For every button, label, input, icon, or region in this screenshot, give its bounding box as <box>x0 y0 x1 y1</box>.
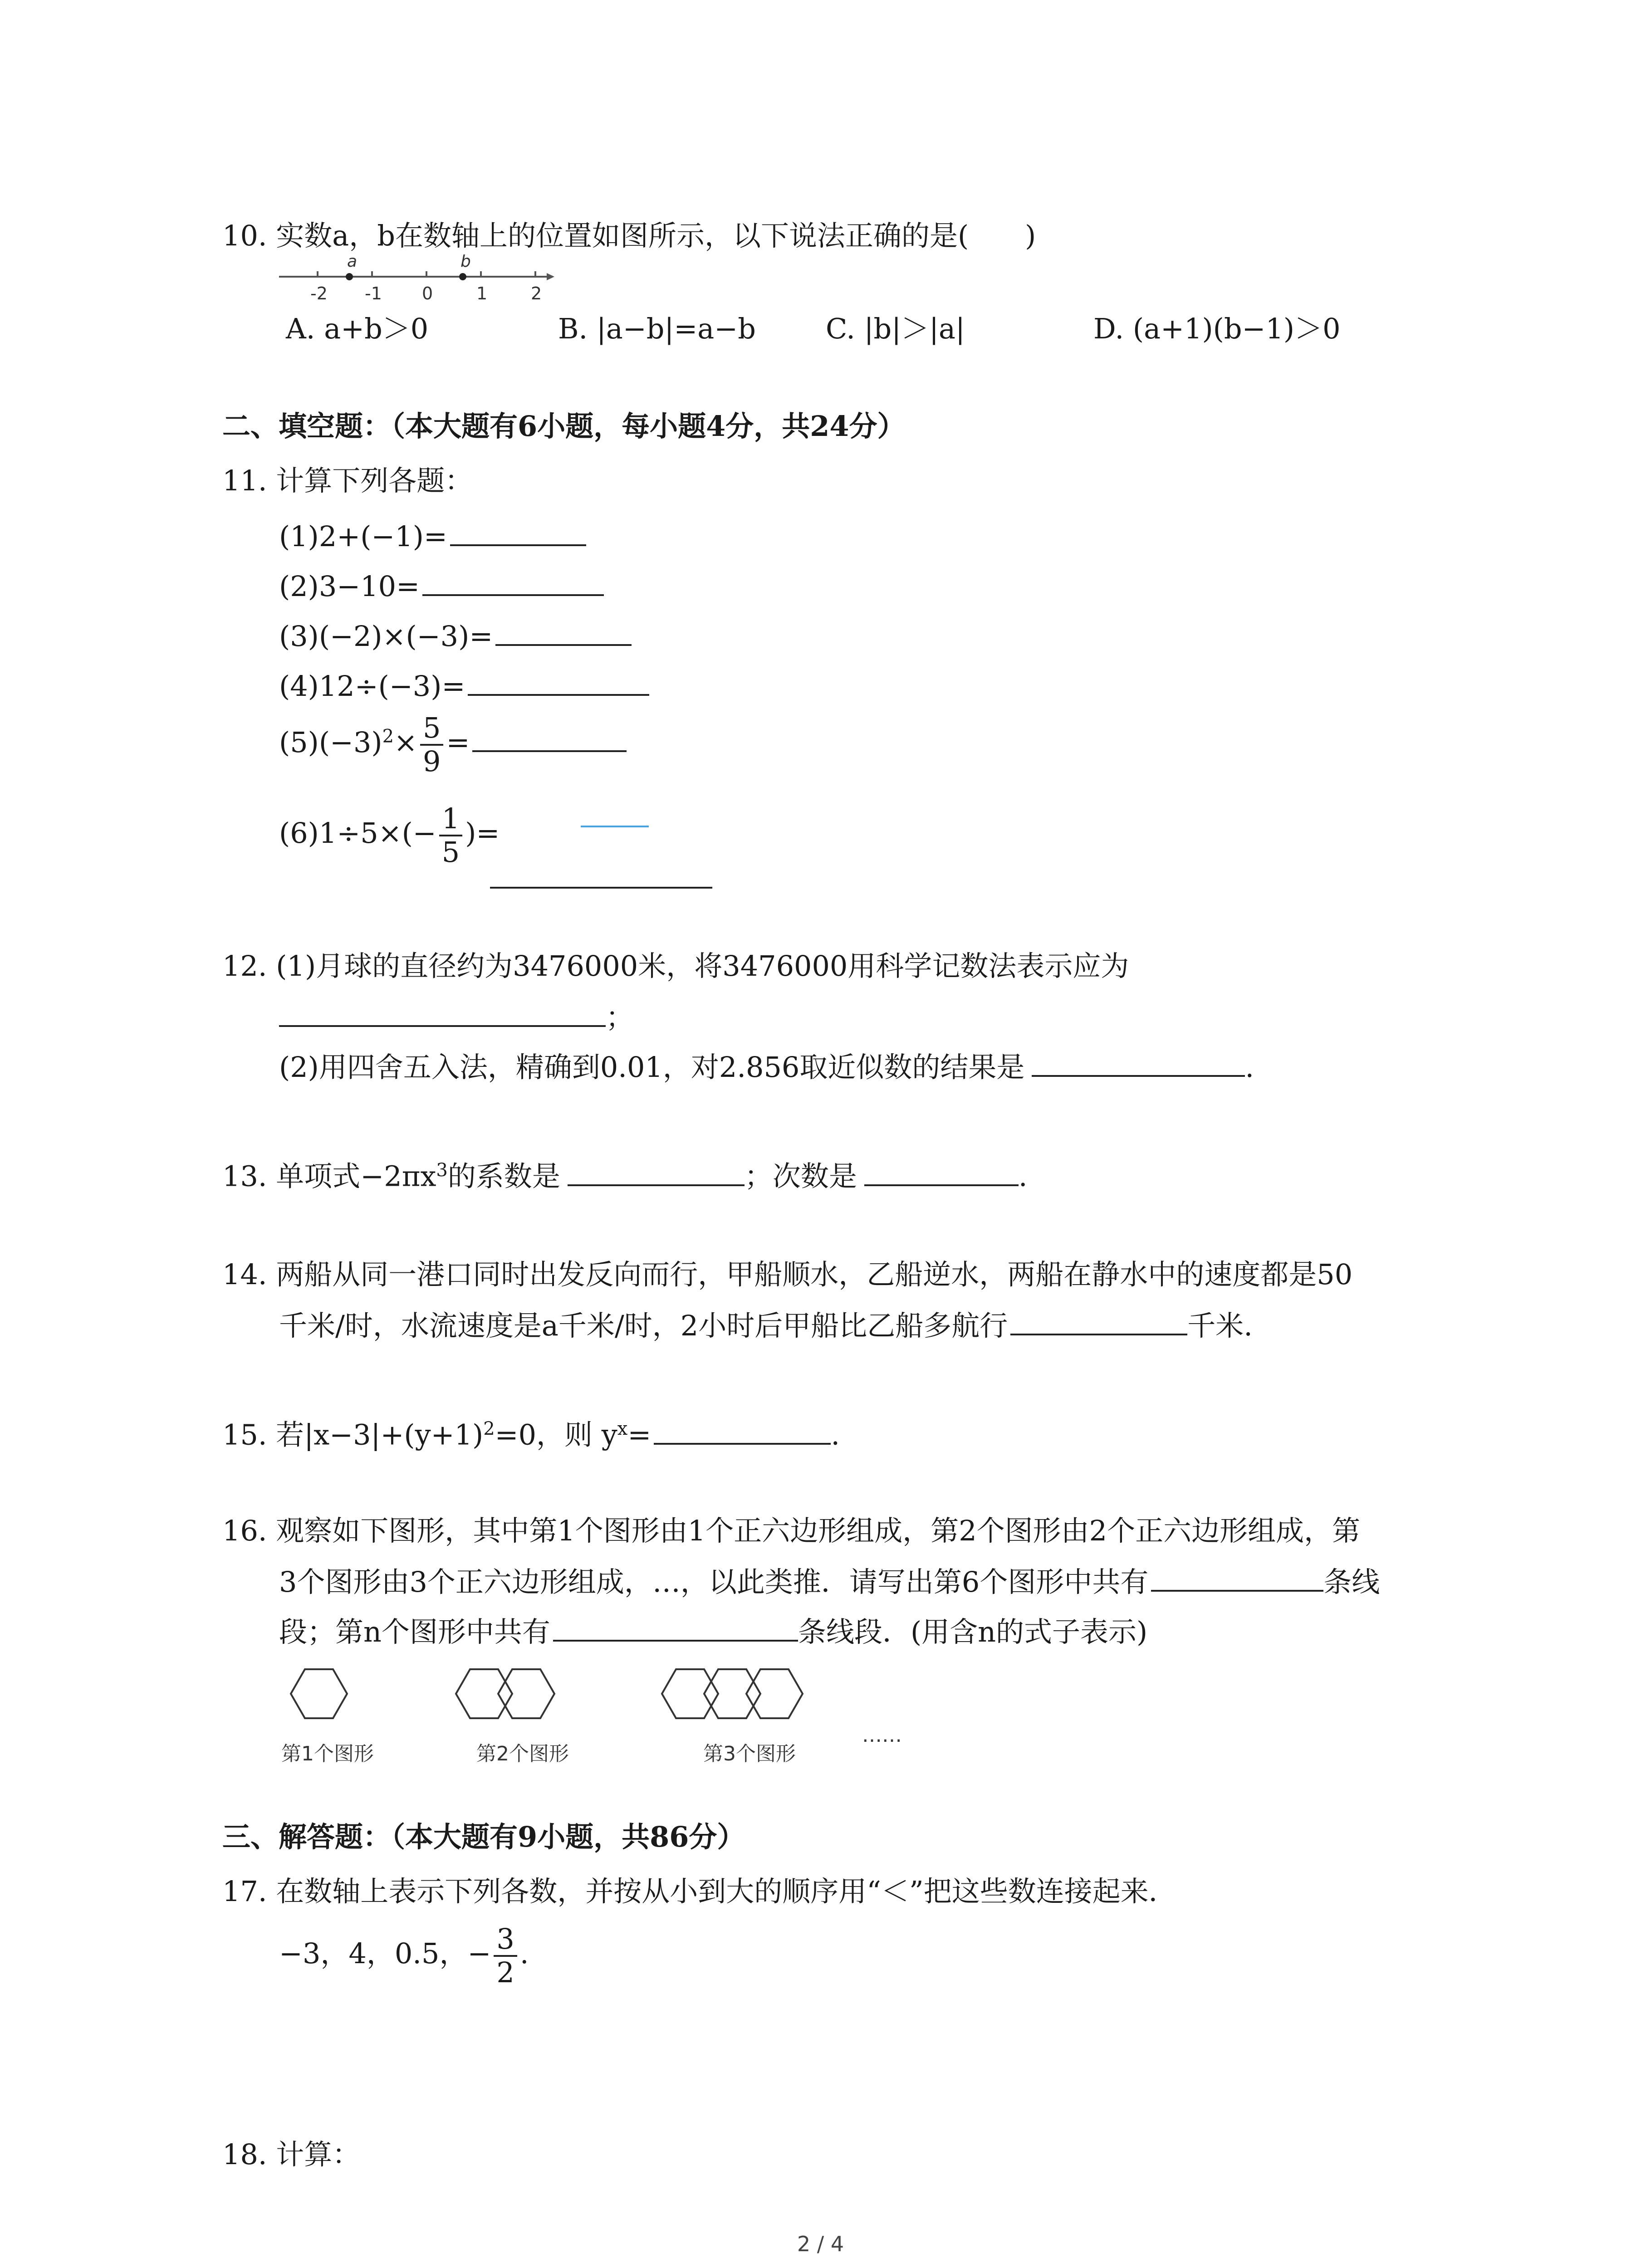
answer-blank[interactable] <box>553 1613 798 1642</box>
q14-line2-text: 千米/时，水流速度是a千米/时，2小时后甲船比乙船多航行 <box>279 1309 1008 1342</box>
equals-sign: = <box>627 1418 652 1452</box>
q14-unit: 千米. <box>1187 1309 1253 1342</box>
answer-blank[interactable] <box>1151 1563 1323 1592</box>
equals-sign: = <box>446 726 470 759</box>
q11-item-2 <box>279 567 604 605</box>
exponent: 3 <box>436 1160 448 1181</box>
answer-blank[interactable] <box>1010 1306 1187 1335</box>
hexagon <box>456 1669 512 1718</box>
fraction <box>439 803 462 868</box>
hexagon <box>704 1669 760 1718</box>
period: . <box>831 1418 840 1452</box>
q13-mid: 的系数是 <box>447 1159 560 1193</box>
q11-item-4-text: (4)12÷(−3)= <box>279 670 465 703</box>
q10-option-d[interactable]: D. (a+1)(b−1)＞0 <box>1093 312 1341 345</box>
section3-heading: 三、解答题：（本大题有9小题，共86分） <box>222 1820 745 1853</box>
hexagon <box>662 1669 718 1718</box>
q16-line2 <box>279 1563 1380 1600</box>
answer-blank[interactable] <box>468 667 649 696</box>
tick-label: -2 <box>310 284 328 303</box>
q10-number-line <box>277 254 558 308</box>
hexagon <box>746 1669 803 1718</box>
point-b-label: b <box>460 254 471 271</box>
q10-option-c[interactable]: C. |b|＞|a| <box>826 312 965 345</box>
answer-blank[interactable] <box>495 617 632 646</box>
q11-item-5-prefix: (5)(−3) <box>279 726 382 759</box>
q11-item-6 <box>279 803 500 868</box>
q12-line3-text: (2)用四舍五入法，精确到0.01，对2.856取近似数的结果是 <box>279 1051 1025 1084</box>
q10-stem: 10. 实数a，b在数轴上的位置如图所示，以下说法正确的是( ) <box>222 219 1036 252</box>
answer-blank[interactable] <box>279 998 606 1027</box>
numerator: 1 <box>439 803 462 836</box>
q10-option-a[interactable]: A. a+b＞0 <box>286 312 429 345</box>
tick-label: -1 <box>365 284 382 303</box>
exponent: x <box>617 1418 628 1439</box>
page-number: 2 / 4 <box>797 2232 844 2256</box>
hexagon-figures <box>272 1665 907 1746</box>
section2-heading: 二、填空题：（本大题有6小题，每小题4分，共24分） <box>222 410 906 443</box>
denominator: 9 <box>423 745 441 778</box>
answer-blank[interactable] <box>450 517 586 546</box>
hexagon <box>498 1669 554 1718</box>
answer-blank[interactable] <box>472 723 627 752</box>
fig-label-1: 第1个图形 <box>281 1742 374 1765</box>
q13-prefix: 13. 单项式−2πx <box>222 1159 436 1193</box>
q17-numbers <box>279 1923 529 1989</box>
exponent: 2 <box>483 1418 495 1439</box>
q16-line2-text: 3个图形由3个正六边形组成，…，以此类推．请写出第6个图形中共有 <box>279 1565 1149 1598</box>
q11-item-1 <box>279 517 586 555</box>
answer-blank[interactable] <box>1032 1048 1245 1077</box>
q12-line2 <box>279 998 634 1036</box>
q12-line3 <box>279 1048 1254 1085</box>
q14-line2 <box>279 1306 1253 1344</box>
q11-stem: 11. 计算下列各题： <box>222 464 473 497</box>
q11-item-5 <box>279 712 627 777</box>
fig-label-2: 第2个图形 <box>476 1742 569 1765</box>
answer-blank[interactable] <box>422 567 604 596</box>
answer-blank[interactable] <box>568 1157 745 1186</box>
point-a-dot <box>346 273 353 280</box>
q13-sep: ；次数是 <box>744 1159 857 1193</box>
period: . <box>1245 1051 1254 1084</box>
q13 <box>222 1152 1028 1195</box>
q10-option-b[interactable]: B. |a−b|=a−b <box>558 312 756 345</box>
q11-item-6-prefix: (6)1÷5×(− <box>279 816 436 850</box>
answer-blank[interactable] <box>864 1157 1019 1186</box>
q16-line1: 16. 观察如下图形，其中第1个图形由1个正六边形组成，第2个图形由2个正六边形组成，第 <box>222 1514 1361 1547</box>
q11-item-4 <box>279 667 649 704</box>
q16-line3-b: 条线段．(用含n的式子表示) <box>798 1615 1148 1648</box>
tick-label: 0 <box>422 284 433 303</box>
q15 <box>222 1411 840 1453</box>
fraction <box>420 712 443 777</box>
q12-line1: 12. (1)月球的直径约为3476000米，将3476000用科学记数法表示应为 <box>222 949 1129 982</box>
q18-stem: 18. 计算： <box>222 2138 361 2171</box>
tick-label: 1 <box>476 284 488 303</box>
q16-line3-a: 段；第n个图形中共有 <box>279 1615 550 1648</box>
q17-number-list: −3，4，0.5，− <box>279 1937 491 1970</box>
semicolon: ； <box>606 1001 634 1034</box>
q14-line1: 14. 两船从同一港口同时出发反向而行，甲船顺水，乙船逆水，两船在静水中的速度都是50 <box>222 1258 1353 1291</box>
q15-mid: =0，则 y <box>495 1418 617 1452</box>
point-a-label: a <box>347 254 358 271</box>
tick-label: 2 <box>531 284 542 303</box>
denominator: 2 <box>496 1956 514 1989</box>
denominator: 5 <box>441 836 460 869</box>
q11-item-1-text: (1)2+(−1)= <box>279 520 447 553</box>
numerator: 3 <box>494 1923 517 1957</box>
numerator: 5 <box>420 712 443 746</box>
period: . <box>519 1937 529 1970</box>
blue-short-line <box>581 826 649 827</box>
fig-label-3: 第3个图形 <box>703 1742 796 1765</box>
period: . <box>1018 1159 1028 1193</box>
q11-item-3 <box>279 617 632 655</box>
fraction <box>494 1923 517 1989</box>
point-b-dot <box>459 273 466 280</box>
q11-item-2-text: (2)3−10= <box>279 570 420 603</box>
q15-prefix: 15. 若|x−3|+(y+1) <box>222 1418 484 1452</box>
hexagon <box>291 1669 347 1718</box>
fig-ellipsis: …… <box>862 1724 902 1747</box>
answer-blank[interactable] <box>490 887 712 889</box>
q16-line2-end: 条线 <box>1323 1565 1380 1598</box>
times-sign: × <box>394 726 418 759</box>
q17-stem: 17. 在数轴上表示下列各数，并按从小到大的顺序用“＜”把这些数连接起来． <box>222 1875 1177 1908</box>
exponent: 2 <box>382 726 394 747</box>
q11-item-3-text: (3)(−2)×(−3)= <box>279 620 493 653</box>
q11-item-6-suffix: )= <box>465 816 500 850</box>
answer-blank[interactable] <box>654 1416 831 1445</box>
q16-line3 <box>279 1613 1147 1650</box>
